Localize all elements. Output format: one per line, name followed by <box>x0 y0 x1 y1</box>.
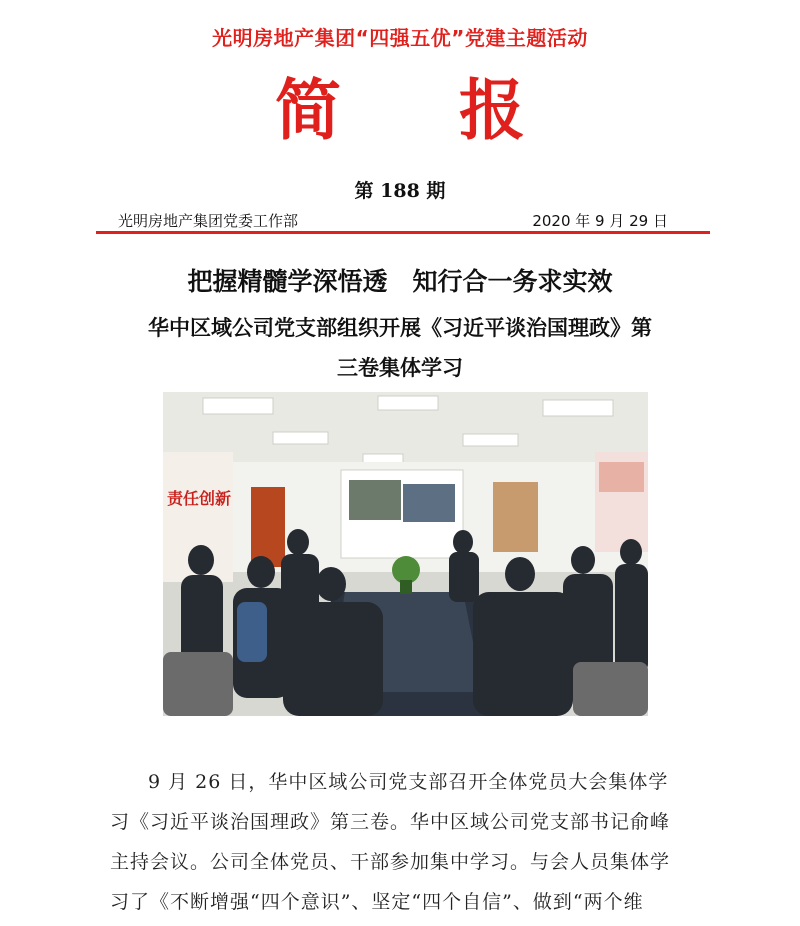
body-paragraph-line-4: 习了《不断增强“四个意识”、坚定“四个自信”、做到“两个维 <box>110 891 644 913</box>
bulletin-title: 简报 <box>275 71 643 149</box>
article-subheadline-1: 华中区域公司党支部组织开展《习近平谈治国理政》第 <box>148 316 652 340</box>
body-paragraph-line-2: 习《习近平谈治国理政》第三卷。华中区域公司党支部书记俞峰 <box>110 811 671 833</box>
article-subheadline-2: 三卷集体学习 <box>337 356 463 380</box>
activity-title: 光明房地产集团“四强五优”党建主题活动 <box>212 26 588 50</box>
article-headline: 把握精髓学深悟透 知行合一务求实效 <box>187 267 613 296</box>
body-paragraph-line-1: 9 月 26 日，华中区域公司党支部召开全体党员大会集体学 <box>148 771 669 793</box>
issue-date: 2020 年 9 月 29 日 <box>532 212 668 230</box>
red-divider <box>96 231 710 234</box>
body-paragraph-line-3: 主持会议。公司全体党员、干部参加集中学习。与会人员集体学 <box>110 851 671 873</box>
department: 光明房地产集团党委工作部 <box>118 212 299 230</box>
wall-slogan: 责任创新 <box>167 489 232 508</box>
issue-number: 第 188 期 <box>354 180 446 202</box>
meeting-photo <box>163 392 648 716</box>
